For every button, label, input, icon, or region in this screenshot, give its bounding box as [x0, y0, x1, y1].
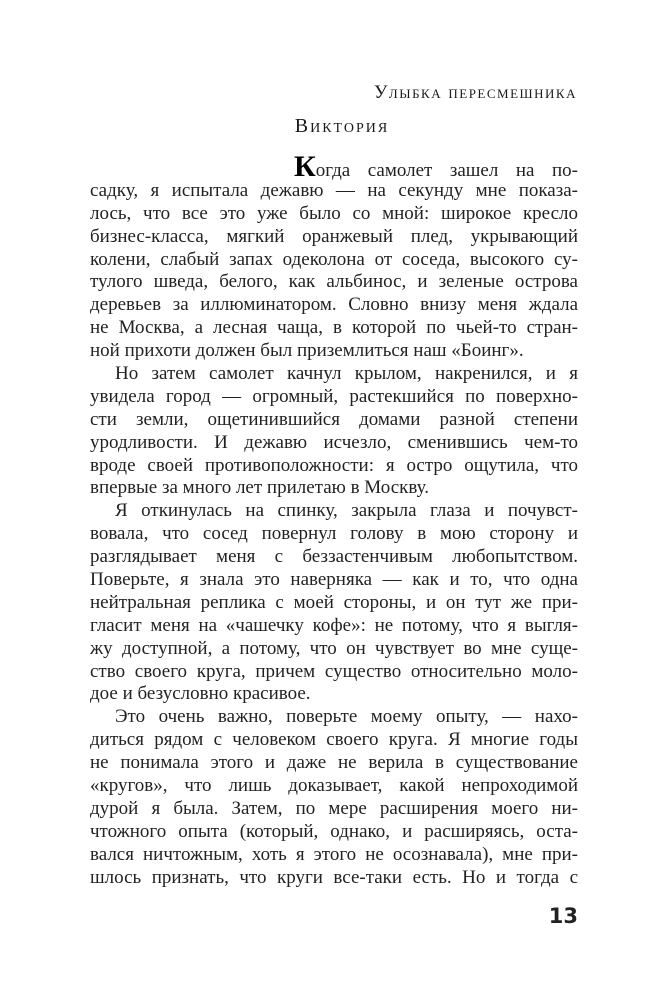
line-text: сти земли, ощетинившийся домами разной степени — [90, 408, 578, 430]
text-line — [90, 683, 578, 706]
running-head: Улыбка пересмешника — [373, 82, 577, 103]
line-text: Поверьте, я знала это наверняка — как и то, что одна — [90, 569, 578, 591]
text-line — [90, 775, 578, 798]
line-text: диться рядом с человеком своего круга. Я многие годы — [90, 729, 578, 751]
text-line — [90, 340, 578, 363]
line-text: Я откинулась на спинку, закрыла глаза и почувст- — [115, 500, 578, 522]
line-text: уродливости. И дежавю исчезло, сменившись чем-то — [90, 431, 578, 453]
line-text: ной прихоти должен был приземлиться наш «Боинг». — [90, 340, 524, 362]
line-text: бизнес-класса, мягкий оранжевый плед, укрывающий — [90, 225, 578, 247]
text-line — [90, 249, 578, 272]
text-line — [90, 150, 578, 183]
text-line — [90, 752, 578, 775]
line-text: вовала, что сосед повернул голову в мою сторону и — [90, 523, 578, 545]
text-line — [90, 226, 578, 249]
line-text: жу доступной, а потому, что он чувствует во мне суще- — [90, 637, 578, 659]
text-line — [90, 661, 578, 684]
text-line — [90, 317, 578, 340]
line-text: гласит меня на «чашечку кофе»: не потому, что я выгля- — [90, 614, 578, 636]
line-text: деревьев за иллюминатором. Словно внизу меня ждала — [90, 294, 578, 316]
line-text: не понимала этого и даже не верила в существование — [90, 752, 578, 774]
text-line — [90, 638, 578, 661]
line-text: шлось признать, что круги все-таки есть. Но и тогда с — [90, 866, 578, 888]
text-line — [90, 409, 578, 432]
line-text: не Москва, а лесная чаща, в которой по чьей-то стран- — [90, 317, 578, 339]
text-line — [90, 432, 578, 455]
line-text: дое и безусловно красивое. — [90, 683, 311, 705]
text-line — [90, 798, 578, 821]
body-text — [90, 150, 578, 890]
line-text: тулого шведа, белого, как альбинос, и зеленые острова — [90, 271, 578, 293]
line-text: нейтральная реплика с моей стороны, и он тут же при- — [90, 591, 578, 613]
text-line — [90, 386, 578, 409]
drop-cap: К — [294, 150, 316, 183]
text-line — [90, 867, 578, 890]
text-line — [90, 569, 578, 592]
line-text: вался ничтожным, хоть я этого не осознавала), мне при- — [90, 843, 578, 865]
text-line — [90, 363, 578, 386]
text-line — [90, 615, 578, 638]
text-line — [90, 203, 578, 226]
text-line — [90, 821, 578, 844]
line-text: Но затем самолет качнул крылом, накренился, и я — [115, 363, 578, 385]
line-text: лось, что все это уже было со мной: широкое кресло — [90, 202, 578, 224]
text-line — [90, 500, 578, 523]
text-line — [90, 546, 578, 569]
text-line — [90, 294, 578, 317]
line-text: Это очень важно, поверьте моему опыту, — нахо- — [115, 706, 578, 728]
chapter-title: Виктория — [294, 115, 390, 137]
line-text: вроде своей противоположности: я остро ощутила, что — [90, 454, 578, 476]
text-line — [90, 271, 578, 294]
line-text: «кругов», что лишь доказывает, какой непроходимой — [90, 775, 578, 797]
line-text: садку, я испытала дежавю — на секунду мне показа- — [90, 179, 578, 201]
text-line — [90, 592, 578, 615]
line-text: чтожного опыта (который, однако, и расширяясь, оста- — [90, 820, 578, 842]
text-line — [90, 523, 578, 546]
line-text: огда самолет зашел на по- — [315, 160, 578, 181]
line-text: ство своего круга, причем существо относительно моло- — [90, 660, 578, 682]
line-text: дурой я была. Затем, по мере расширения моего ни- — [90, 797, 578, 819]
text-line — [90, 455, 578, 478]
text-line — [90, 180, 578, 203]
line-text: впервые за много лет прилетаю в Москву. — [90, 477, 430, 499]
line-text: колени, слабый запах одеколона от соседа, высокого су- — [90, 248, 578, 270]
line-text: увидела город — огромный, растекшийся по поверхно- — [90, 385, 578, 407]
line-text: разглядывает меня с беззастенчивым любопытством. — [90, 546, 578, 568]
text-line — [90, 729, 578, 752]
text-line — [90, 844, 578, 867]
page-number: 13 — [548, 904, 578, 928]
text-line — [90, 477, 578, 500]
text-line — [90, 706, 578, 729]
